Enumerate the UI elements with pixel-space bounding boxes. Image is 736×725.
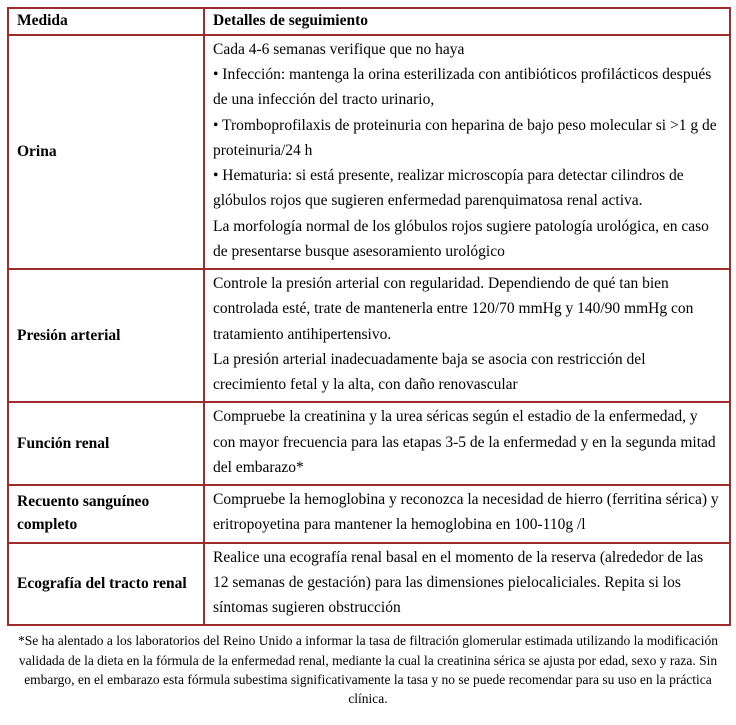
measure-cell-recuento-sanguineo: Recuento sanguíneo completo [8, 485, 204, 543]
details-paragraph: • Tromboprofilaxis de proteinuria con heparina de bajo peso molecular si >1 g de proteinuria/24 h [213, 116, 717, 159]
details-cell-ecografia [204, 543, 730, 626]
header-details: Detalles de seguimiento [204, 8, 730, 35]
details-paragraph: • Hematuria: si está presente, realizar microscopía para detectar cilindros de glóbulos rojos que sugieren enfermedad parenquimatosa renal activa. [213, 167, 684, 210]
details-paragraph: Cada 4-6 semanas verifique que no haya [213, 40, 465, 58]
table-header-row [8, 8, 730, 35]
details-paragraph: • Infección: mantenga la orina esterilizada con antibióticos profilácticos después de una infección del tracto urinario, [213, 66, 712, 109]
table-row [8, 35, 730, 269]
details-paragraph: Compruebe la hemoglobina y reconozca la necesidad de hierro (ferritina sérica) y eritropoyetina para mantener la hemoglobina en 100-110g /l [213, 491, 719, 534]
header-measure: Medida [8, 8, 204, 35]
table-row [8, 485, 730, 543]
details-paragraph: Realice una ecografía renal basal en el momento de la reserva (alrededor de las 12 semanas de gestación) para las dimensiones pielocaliciales. Repita si los síntomas sugieren obstrucción [213, 548, 704, 617]
details-paragraph: La presión arterial inadecuadamente baja se asocia con restricción del crecimiento fetal y la alta, con daño renovascular [213, 350, 646, 394]
details-paragraph: Compruebe la creatinina y la urea séricas según el estadio de la enfermedad, y con mayor frecuencia para las etapas 3-5 de la enfermedad y en la segunda mitad del embarazo* [213, 408, 716, 476]
measure-cell-funcion-renal: Función renal [8, 402, 204, 485]
details-paragraph: La morfología normal de los glóbulos rojos sugiere patología urológica, en caso de presentarse busque asesoramiento urológico [213, 217, 709, 260]
measure-cell-orina: Orina [8, 35, 204, 269]
table-row [8, 543, 730, 626]
details-paragraph: Controle la presión arterial con regularidad. Dependiendo de qué tan bien controlada esté, trate de mantenerla entre 120/70 mmHg y 140/90 mmHg con tratamiento antihipertensivo. [213, 275, 694, 343]
measure-cell-ecografia: Ecografía del tracto renal [8, 543, 204, 626]
monitoring-table [7, 7, 731, 626]
details-cell-recuento-sanguineo [204, 485, 730, 543]
measure-cell-presion-arterial: Presión arterial [8, 269, 204, 402]
table-row [8, 269, 730, 402]
details-cell-funcion-renal [204, 402, 730, 485]
details-cell-orina [204, 35, 730, 269]
details-cell-presion-arterial [204, 269, 730, 402]
footnote: *Se ha alentado a los laboratorios del Reino Unido a informar la tasa de filtración glomerular estimada utilizando la modificación validada de la dieta en la fórmula de la enfermedad renal, mediante la cual la creatinina sérica se ajusta por edad, sexo y raza. Sin embargo, en el embarazo esta fórmula subestima significativamente la tasa y no se puede recomendar para su uso en la práctica clínica. [18, 633, 718, 706]
table-row [8, 402, 730, 485]
